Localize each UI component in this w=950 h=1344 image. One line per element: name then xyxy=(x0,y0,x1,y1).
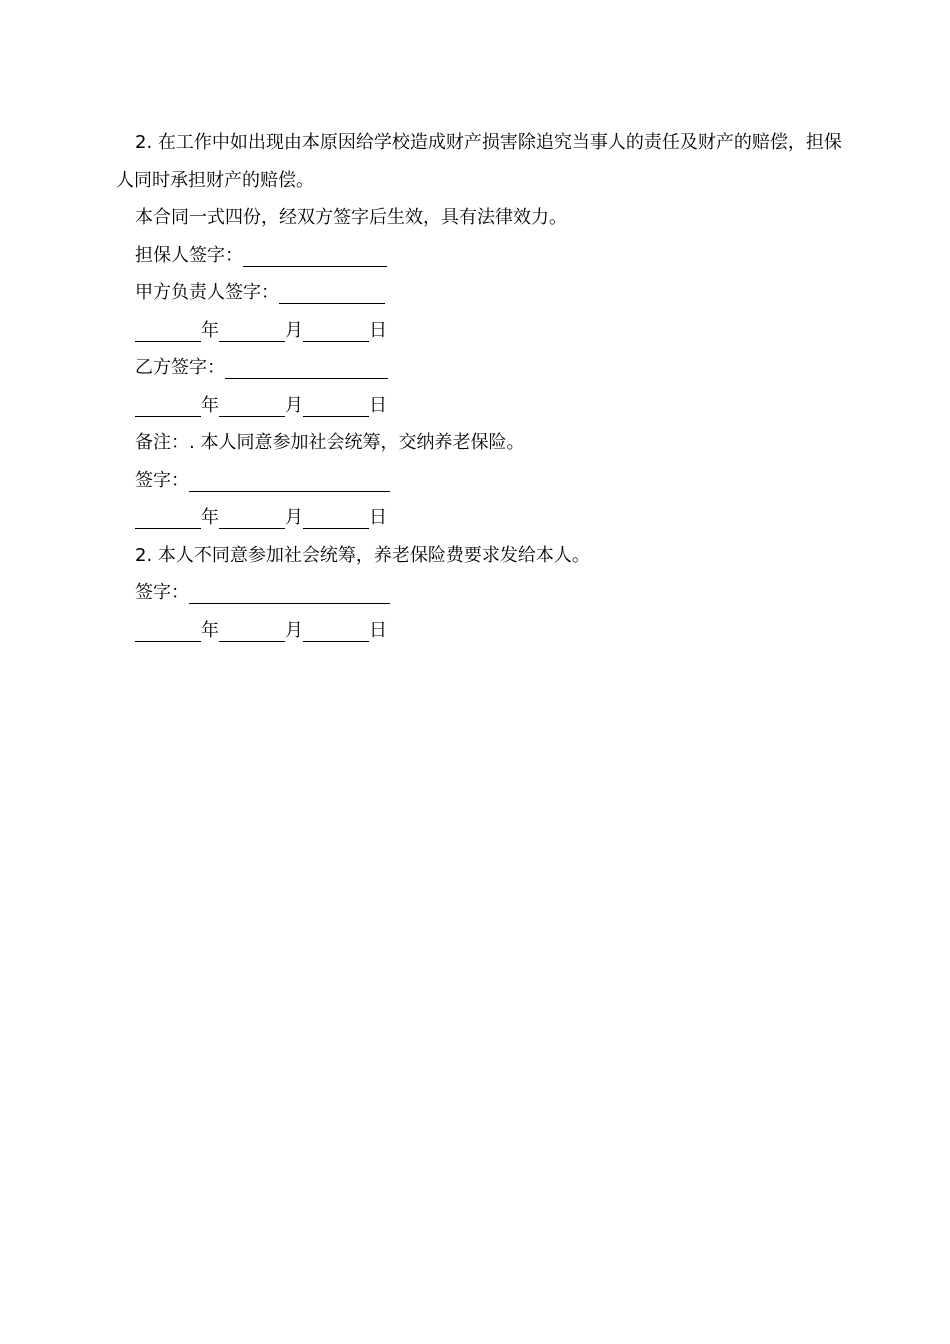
date-line-4 xyxy=(116,612,856,650)
remark-agree: 备注：. 本人同意参加社会统筹，交纳养老保险。 xyxy=(135,432,525,453)
guarantor-signature-label: 担保人签字： xyxy=(135,244,243,266)
year-label: 年 xyxy=(201,394,219,416)
month-blank[interactable] xyxy=(219,321,285,342)
signature-blank[interactable] xyxy=(189,583,390,604)
signature-label: 签字： xyxy=(135,469,189,491)
year-label: 年 xyxy=(201,619,219,641)
day-label: 日 xyxy=(369,619,387,641)
year-blank[interactable] xyxy=(135,321,201,342)
guarantor-signature-blank[interactable] xyxy=(243,246,387,267)
day-blank[interactable] xyxy=(303,508,369,529)
date-line-1 xyxy=(116,312,856,350)
day-label: 日 xyxy=(369,319,387,341)
signature-line-1 xyxy=(116,462,856,500)
month-blank[interactable] xyxy=(219,508,285,529)
copies-statement: 本合同一式四份，经双方签字后生效，具有法律效力。 xyxy=(135,207,567,228)
signature-label: 签字： xyxy=(135,582,189,603)
remark-disagree: 2. 本人不同意参加社会统筹，养老保险费要求发给本人。 xyxy=(135,544,590,566)
party-a-signature-blank[interactable] xyxy=(279,283,385,304)
month-label: 月 xyxy=(285,394,303,416)
clause-2-paragraph: 2. 在工作中如出现由本原因给学校造成财产损害除追究当事人的责任及财产的赔偿，担保人同时承担财产的赔偿。 xyxy=(116,132,842,191)
month-blank[interactable] xyxy=(219,621,285,642)
month-blank[interactable] xyxy=(219,396,285,417)
day-blank[interactable] xyxy=(303,621,369,642)
date-line-2 xyxy=(116,387,856,425)
document-content xyxy=(116,124,856,649)
year-label: 年 xyxy=(201,319,219,341)
day-blank[interactable] xyxy=(303,396,369,417)
year-blank[interactable] xyxy=(135,621,201,642)
month-label: 月 xyxy=(285,319,303,341)
day-label: 日 xyxy=(369,507,387,528)
party-b-signature-blank[interactable] xyxy=(225,358,388,379)
signature-blank[interactable] xyxy=(189,471,390,492)
guarantor-signature-line xyxy=(116,237,856,275)
day-label: 日 xyxy=(369,394,387,416)
signature-line-2 xyxy=(116,574,856,612)
party-b-signature-label: 乙方签字： xyxy=(135,357,225,378)
day-blank[interactable] xyxy=(303,321,369,342)
year-blank[interactable] xyxy=(135,508,201,529)
party-b-signature-line xyxy=(116,349,856,387)
year-label: 年 xyxy=(201,507,219,528)
party-a-signature-label: 甲方负责人签字： xyxy=(135,282,279,303)
date-line-3 xyxy=(116,499,856,537)
month-label: 月 xyxy=(285,619,303,641)
year-blank[interactable] xyxy=(135,396,201,417)
month-label: 月 xyxy=(285,507,303,528)
party-a-signature-line xyxy=(116,274,856,312)
